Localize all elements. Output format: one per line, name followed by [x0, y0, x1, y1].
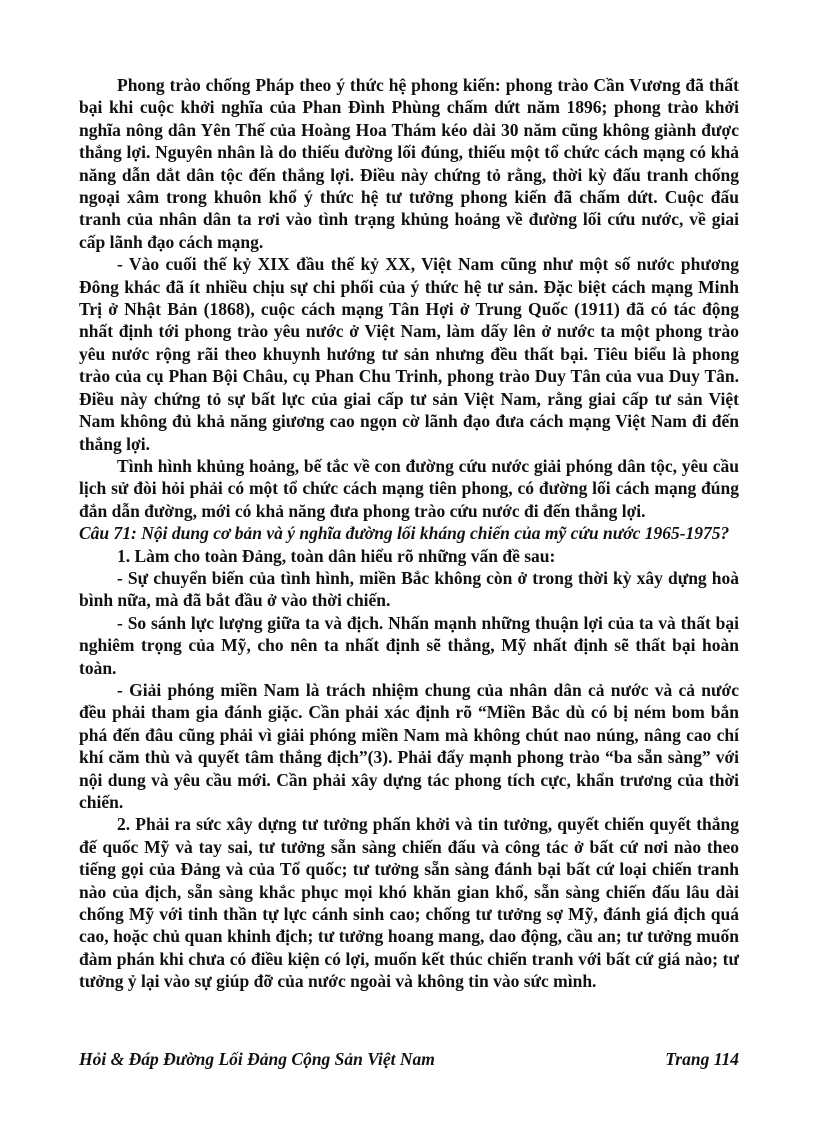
paragraph-can-vuong: Phong trào chống Pháp theo ý thức hệ phong kiến: phong trào Cần Vương đã thất bại khi cuộc khởi nghĩa của Phan Đình Phùng chấm dứt năm 1896; phong trào khởi nghĩa nông dân Yên Thế của Hoàng Hoa Thám kéo dài 30 năm cũng không giành được thắng lợi. Nguyên nhân là do thiếu đường lối đúng, thiếu một tổ chức cách mạng có khả năng dẫn dắt dân tộc đến thắng lợi. Điều này chứng tỏ rằng, thời kỳ đấu tranh chống ngoại xâm trong khuôn khổ ý thức hệ tư tưởng phong kiến đã chấm dứt. Cuộc đấu tranh của nhân dân ta rơi vào tình trạng khủng hoảng về đường lối cứu nước, về giai cấp lãnh đạo cách mạng. [79, 75, 739, 252]
page-footer [79, 1048, 739, 1070]
paragraph-crisis: Tình hình khủng hoảng, bế tắc về con đường cứu nước giải phóng dân tộc, yêu cầu lịch sử đòi hỏi phải có một tổ chức cách mạng tiên phong, có đường lối cách mạng đúng đắn dẫn đường, mới có khả năng đưa phong trào cứu nước đi đến thắng lợi. [79, 455, 739, 521]
paragraph-liberation-south: - Giải phóng miền Nam là trách nhiệm chung của nhân dân cả nước và cả nước đều phải tham gia đánh giặc. Cần phải xác định rõ “Miền Bắc dù có bị ném bom bắn phá đến đâu cũng phải vì giải phóng miền Nam mà không chút nao núng, nâng cao chí khí căm thù và quyết tâm thắng địch”(3). Phải đẩy mạnh phong trào “ba sẵn sàng” với nội dung và yêu cầu mới. Cần phải xây dựng tác phong tích cực, khẩn trương của thời chiến. [79, 679, 739, 812]
footer-title: Hỏi & Đáp Đường Lối Đảng Cộng Sản Việt Nam [79, 1049, 435, 1069]
question-heading: Câu 71: Nội dung cơ bản và ý nghĩa đường lối kháng chiến của mỹ cứu nước 1965-1975? [79, 523, 730, 544]
page-number: Trang 114 [665, 1049, 739, 1069]
document-body [79, 74, 739, 993]
paragraph-point-1: 1. Làm cho toàn Đảng, toàn dân hiểu rõ những vấn đề sau: [117, 545, 556, 566]
paragraph-force-comparison: - So sánh lực lượng giữa ta và địch. Nhấn mạnh những thuận lợi của ta và thất bại nghiêm trọng của Mỹ, cho nên ta nhất định sẽ thắng, Mỹ nhất định sẽ thất bại hoàn toàn. [79, 612, 739, 678]
paragraph-situation-change: - Sự chuyển biến của tình hình, miền Bắc không còn ở trong thời kỳ xây dựng hoà bình nữa, mà đã bắt đầu ở vào thời chiến. [79, 567, 739, 611]
paragraph-bourgeois-movement: - Vào cuối thế kỷ XIX đầu thế kỷ XX, Việt Nam cũng như một số nước phương Đông khác đã ít nhiều chịu sự chi phối của ý thức hệ tư sản. Đặc biệt cách mạng Minh Trị ở Nhật Bản (1868), cuộc cách mạng Tân Hợi ở Trung Quốc (1911) đã có tác động nhất định tới phong trào yêu nước ở Việt Nam, làm dấy lên ở nước ta một phong trào yêu nước rộng rãi theo khuynh hướng tư sản nhưng đều thất bại. Tiêu biểu là phong trào của cụ Phan Bội Châu, cụ Phan Chu Trinh, phong trào Duy Tân của vua Duy Tân. Điều này chứng tỏ sự bất lực của giai cấp tư sản Việt Nam, rằng giai cấp tư sản Việt Nam không đủ khả năng giương cao ngọn cờ lãnh đạo đưa cách mạng Việt Nam đi đến thắng lợi. [79, 254, 739, 454]
paragraph-point-2: 2. Phải ra sức xây dựng tư tưởng phấn khởi và tin tưởng, quyết chiến quyết thắng đế quốc Mỹ và tay sai, tư tưởng sẵn sàng chiến đấu và công tác ở bất cứ nơi nào theo tiếng gọi của Đảng và của Tổ quốc; tư tưởng sẵn sàng đánh bại bất cứ loại chiến tranh nào của địch, sẵn sàng khắc phục mọi khó khăn gian khổ, sẵn sàng chiến đấu lâu dài chống Mỹ với tinh thần tự lực cánh sinh cao; chống tư tưởng sợ Mỹ, đánh giá địch quá cao, hoặc chủ quan khinh địch; tư tưởng hoang mang, dao động, cầu an; tư tưởng muốn đàm phán khi chưa có điều kiện có lợi, muốn kết thúc chiến tranh với bất cứ giá nào; tư tưởng ỷ lại vào sự giúp đỡ của nước ngoài và không tin vào sức mình. [79, 814, 739, 992]
